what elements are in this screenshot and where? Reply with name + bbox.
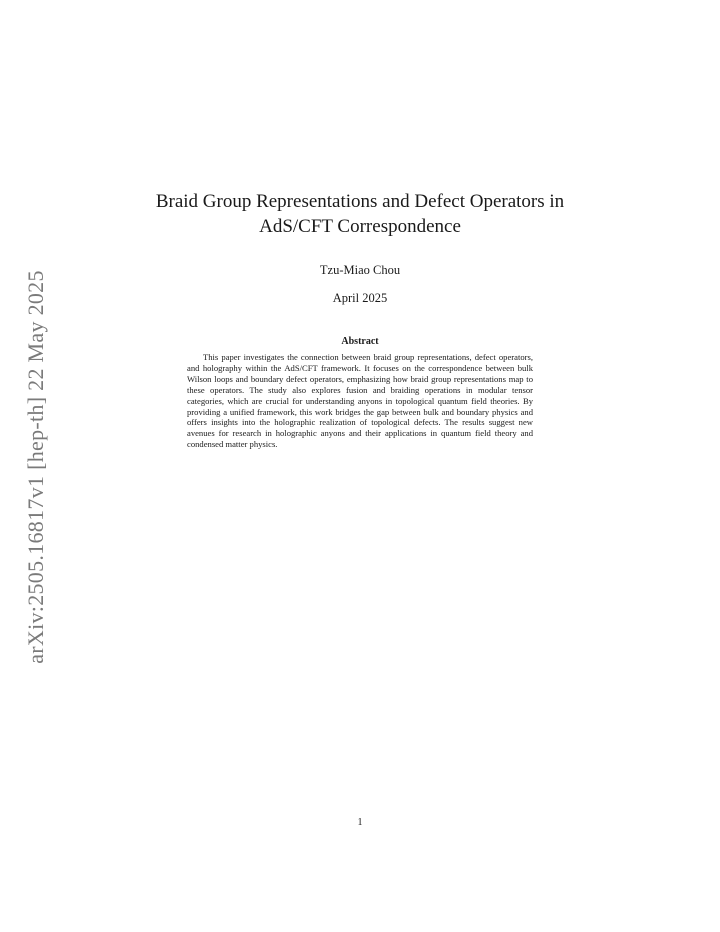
- paper-date: April 2025: [332, 291, 388, 305]
- paper-title: Braid Group Representations and Defect Operators in AdS/CFT Correspondence: [155, 191, 565, 237]
- paper-author: Tzu-Miao Chou: [319, 263, 401, 277]
- page-number: 1: [357, 817, 363, 828]
- abstract-heading: Abstract: [341, 336, 379, 347]
- arxiv-identifier-text: arXiv:2505.16817v1 [hep-th] 22 May 2025: [23, 270, 48, 664]
- arxiv-identifier-stamp: [16, 258, 56, 676]
- abstract-body: This paper investigates the connection between braid group representations, defect operators, and holography within the AdS/CFT framework. It focuses on the correspondence between bulk Wilson loops and boundary defect operators, emphasizing how braid group representations map to these operators. The study also explores fusion and braiding operations in modular tensor categories, which are crucial for understanding anyons in topological quantum field theories. By providing a unified framework, this work bridges the gap between bulk and boundary physics and offers insights into the holographic realization of topological defects. The results suggest new avenues for research in holographic anyons and their applications in quantum field theory and condensed matter physics.: [187, 352, 533, 450]
